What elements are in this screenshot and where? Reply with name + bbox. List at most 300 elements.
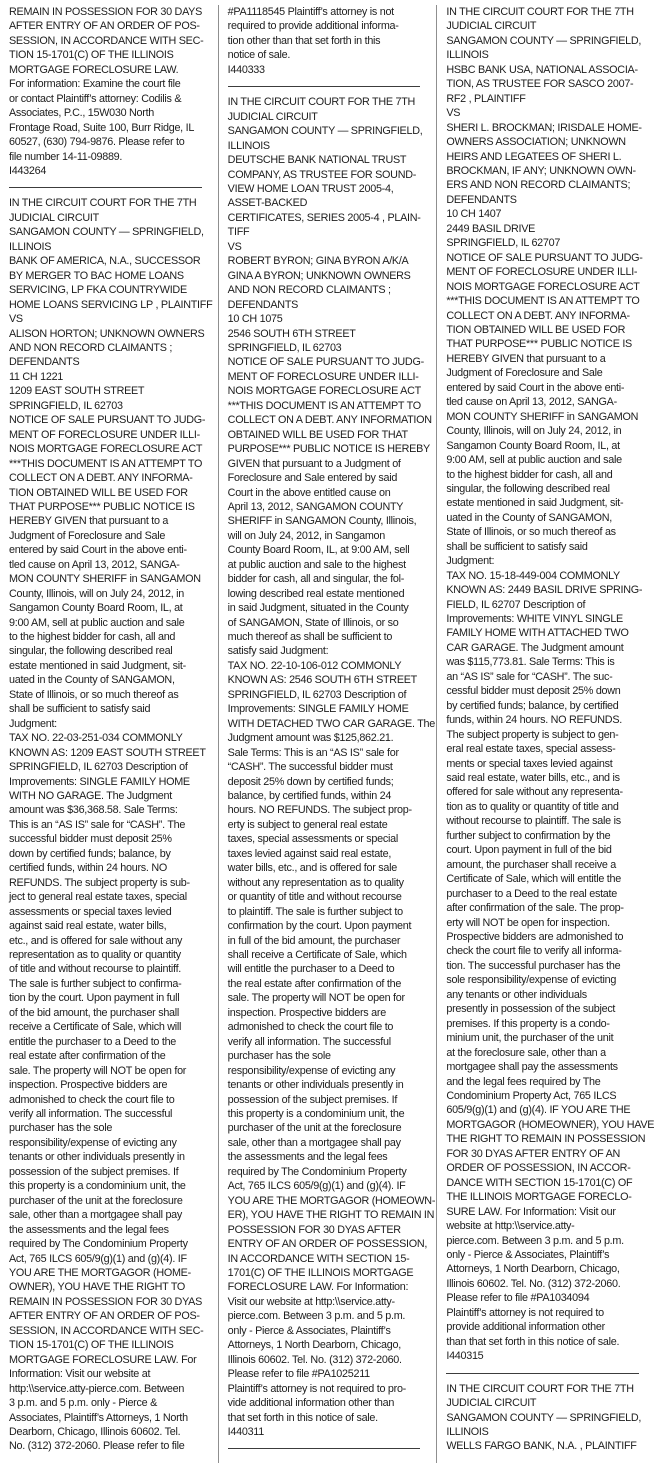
notice-line: Judgment of Foreclosure and Sale (446, 367, 603, 380)
notice-line: County, Illinois, will on July 24, 2012, in (9, 587, 185, 600)
notice-line: I440311 (227, 1425, 264, 1438)
notice-line: State of Illinois, or so much thereof as (9, 688, 179, 701)
notice-line: Illinois 60602. Tel. No. (312) 372-2060. (446, 1277, 621, 1290)
notice-line: sole responsibility/expense of evicting (446, 974, 617, 987)
notice-line: real estate after confirmation of the (9, 1050, 166, 1063)
notice-line: at the foreclosure sale, other than a (446, 1046, 606, 1059)
notice-line: THE RIGHT TO REMAIN IN POSSESSION (446, 1133, 646, 1146)
notice-line: ROBERT BYRON; GINA BYRON A/K/A (227, 255, 409, 268)
notice-line: Plaintiff’s attorney is not required to (446, 1306, 604, 1319)
notice-line: purchaser of the unit at the foreclosure (227, 1122, 402, 1135)
notice-line: TION OBTAINED WILL BE USED FOR (446, 323, 626, 336)
notice-line: responsibility/expense of evicting any (9, 1136, 177, 1149)
notice-line: SPRINGFIELD, IL 62707 (446, 237, 561, 250)
notice-line: Plaintiff’s attorney is not required to pro- (227, 1382, 406, 1395)
notice-line: pierce.com. Between 3 p.m. and 5 p.m. (446, 1234, 624, 1247)
notice-line: ILLINOIS (446, 49, 489, 62)
notice-line: Illinois 60602. Tel. No. (312) 372-2060. (227, 1353, 402, 1366)
notice-line: REMAIN IN POSSESSION FOR 30 DYAS (9, 1295, 203, 1308)
notice-line: http:\\service.atty-pierce.com. Between (9, 1382, 185, 1395)
notice-line: cessful bidder must deposit 25% down (446, 685, 621, 698)
notice-line: of SANGAMON, State of Illinois, or so (227, 616, 399, 629)
notice-line: file number 14-11-09889. (9, 150, 123, 163)
notice-line: FORECLOSURE LAW. For Information: (227, 1281, 409, 1294)
notice-line: SANGAMON COUNTY — SPRINGFIELD, (446, 34, 642, 47)
notice-line: IN THE CIRCUIT COURT FOR THE 7TH (227, 96, 416, 109)
notice-line: COLLECT ON A DEBT. ANY INFORMA- (9, 472, 193, 485)
notice-line: singular, the following described real (446, 482, 610, 495)
notice-line: much thereof as shall be sufficient to (227, 631, 393, 644)
notice-line: certified funds, within 24 hours. NO (9, 862, 167, 875)
notice-line: mortgagee shall pay the assessments (446, 1061, 618, 1074)
section-divider (228, 1448, 421, 1449)
notice-line: Judgment: (9, 717, 57, 730)
notice-line: was $115,773.81. Sale Terms: This is (446, 656, 615, 669)
column-2 (218, 5, 437, 1463)
notice-line: TION 15-1701(C) OF THE ILLINOIS (9, 49, 174, 62)
notice-line: bidder for cash, all and singular, the fol- (227, 573, 405, 586)
notice-line: of title and without recourse to plaintiff. (9, 963, 182, 976)
notice-line: HEIRS AND LEGATEES OF SHERI L. (446, 150, 622, 163)
notice-line: provide additional information other (446, 1321, 605, 1334)
notice-line: shall be sufficient to satisfy said (446, 540, 588, 553)
notice-line: AND NON RECORD CLAIMANTS ; (227, 284, 391, 297)
notice-line: Sangamon County Board Room, IL, at (446, 439, 620, 452)
notice-line: I440333 (227, 63, 265, 76)
notice-line: Judgment: (446, 555, 495, 568)
notice-line: will on July 24, 2012, in Sangamon (227, 529, 386, 542)
notice-line: representation as to quality or quantity (9, 949, 181, 961)
notice-line: ***THIS DOCUMENT IS AN ATTEMPT TO (227, 399, 421, 412)
notice-line: FOR 30 DYAS AFTER ENTRY OF AN (446, 1147, 621, 1160)
notice-line: Improvements: SINGLE FAMILY HOME (9, 775, 190, 788)
notice-line: this property is a condominium unit, the (227, 1107, 405, 1120)
notice-line: entered by said Court in the above enti- (446, 381, 625, 394)
notice-line: FAMILY HOME WITH ATTACHED TWO (446, 627, 629, 640)
notice-line: MORTGAGE FORECLOSURE LAW. (9, 63, 179, 76)
notice-line: possession of the subject premises. If (227, 1093, 398, 1106)
notice-line: to the highest bidder for cash, all and (446, 468, 613, 481)
notice-line: sale. The property will NOT be open for (227, 992, 405, 1005)
notice-line: tion as to quality or quantity of title and (446, 800, 619, 813)
notice-line: 9:00 AM, sell at public auction and sale (446, 454, 622, 467)
notice-line: DEFENDANTS (227, 298, 299, 311)
notice-line: Condominium Property Act, 765 ILCS (446, 1089, 617, 1102)
notice-line: purchaser has the sole (227, 1050, 331, 1063)
notice-line: April 13, 2012, SANGAMON COUNTY (227, 500, 404, 513)
notice-line: tled cause on April 13, 2012, SANGA- (9, 558, 180, 571)
notice-line: and the legal fees required by The (446, 1075, 601, 1088)
notice-line: DEFENDANTS (446, 193, 517, 206)
notice-line: further subject to confirmation by the (446, 829, 611, 842)
notice-line: REMAIN IN POSSESSION FOR 30 DAYS (9, 6, 203, 18)
notice-line: ***THIS DOCUMENT IS AN ATTEMPT TO (9, 457, 203, 470)
notice-line: State of Illinois, or so much thereof as (446, 526, 616, 539)
notice-line: “CASH”. The successful bidder must (227, 761, 393, 774)
notice-line: WELLS FARGO BANK, N.A. , PLAINTIFF (446, 1440, 637, 1453)
notice-line: TIFF (227, 226, 250, 239)
notice-line: will entitle the purchaser to a Deed to (227, 963, 395, 976)
notice-line: SANGAMON COUNTY — SPRINGFIELD, (446, 1411, 642, 1424)
notice-line: verify all information. The successful (9, 1107, 173, 1120)
notice-line: of the bid amount, the purchaser shall (9, 1006, 180, 1019)
notice-line: in said Judgment, situated in the County (227, 602, 409, 615)
notice-line: TAX NO. 15-18-449-004 COMMONLY (446, 569, 620, 582)
legal-notice-block (9, 196, 213, 1453)
notice-line: NOTICE OF SALE PURSUANT TO JUDG- (446, 251, 643, 264)
notice-line: verify all information. The successful (227, 1035, 391, 1048)
notice-line: NOIS MORTGAGE FORECLOSURE ACT (227, 385, 421, 398)
notice-line: 60527, (630) 794-9876. Please refer to (9, 136, 185, 149)
notice-line: tenants or other individuals presently in (9, 1151, 185, 1164)
notice-line: SESSION, IN ACCORDANCE WITH SEC- (9, 1324, 204, 1337)
notice-line: THAT PURPOSE*** PUBLIC NOTICE IS (446, 338, 632, 351)
notice-line: premises. If this property is a condo- (446, 1017, 610, 1030)
notice-line: TAX NO. 22-03-251-034 COMMONLY (9, 732, 183, 745)
notice-line: IN THE CIRCUIT COURT FOR THE 7TH (9, 197, 197, 210)
notice-line: Improvements: WHITE VINYL SINGLE (446, 613, 623, 626)
notice-line: tion. The successful purchaser has the (446, 959, 621, 972)
notice-line: purchaser to a Deed to the real estate (446, 887, 617, 900)
notice-line: an “AS IS” sale for “CASH”. The suc- (446, 670, 613, 683)
notice-line: ENTRY OF AN ORDER OF POSSESSION, (227, 1238, 428, 1251)
notice-line: offered for sale without any representa- (446, 786, 623, 799)
notice-line: CERTIFICATES, SERIES 2005-4 , PLAIN- (227, 211, 421, 224)
notice-line: ALISON HORTON; UNKNOWN OWNERS (9, 327, 205, 340)
notice-line: HOME LOANS SERVICING LP , PLAINTIFF (9, 298, 213, 311)
notice-line: SHERI L. BROCKMAN; IRISDALE HOME- (446, 121, 642, 134)
notice-line: AFTER ENTRY OF AN ORDER OF POS- (9, 20, 200, 33)
notice-line: sale. The property will NOT be open for (9, 1064, 187, 1077)
column-1 (0, 5, 218, 1463)
notice-line: ASSET-BACKED (227, 197, 308, 210)
notice-line: AND NON RECORD CLAIMANTS ; (9, 341, 173, 354)
notice-line: THE ILLINOIS MORTGAGE FORECLO- (446, 1191, 632, 1204)
notice-line: YOU ARE THE MORTGAGOR (HOMEOWN- (227, 1194, 436, 1207)
section-divider (9, 187, 202, 188)
notice-line: or contact Plaintiff’s attorney: Codilis & (9, 92, 182, 105)
notice-line: any tenants or other individuals (446, 988, 587, 1001)
notice-line: NOIS MORTGAGE FORECLOSURE ACT (9, 443, 203, 456)
notice-line: presently in possession of the subject (446, 1003, 616, 1016)
notice-line: KNOWN AS: 1209 EAST SOUTH STREET (9, 746, 206, 759)
notice-line: TION 15-1701(C) OF THE ILLINOIS (9, 1339, 174, 1352)
notice-line: ILLINOIS (227, 139, 270, 152)
legal-notice-block (228, 5, 429, 77)
notice-line: The sale is further subject to confirma- (9, 977, 182, 990)
notice-line: eral real estate taxes, special assess- (446, 743, 616, 756)
notice-line: estate mentioned in said Judgment, sit- (446, 497, 624, 510)
notice-line: MON COUNTY SHERIFF in SANGAMON (446, 410, 639, 423)
notice-line: estate mentioned in said Judgment, sit- (9, 659, 186, 672)
notice-line: SURE LAW. For Information: Visit our (446, 1205, 616, 1218)
notice-line: For information: Examine the court file (9, 78, 181, 91)
notice-line: ILLINOIS (9, 240, 52, 253)
notice-line: 3 p.m. and 5 p.m. only - Pierce & (9, 1397, 157, 1410)
notice-line: balance, by certified funds, within 24 (227, 790, 392, 803)
notice-line: MON COUNTY SHERIFF in SANGAMON (9, 573, 201, 586)
notice-line: NOTICE OF SALE PURSUANT TO JUDG- (227, 356, 424, 369)
notice-line: required by The Condominium Property (227, 1165, 407, 1178)
notice-line: 605/9(g)(1) and (g)(4). IF YOU ARE THE (446, 1104, 631, 1117)
notice-line: HSBC BANK USA, NATIONAL ASSOCIA- (446, 63, 638, 76)
notice-line: The subject property is subject to gen- (446, 728, 619, 741)
notice-line: shall receive a Certificate of Sale, which (227, 949, 407, 961)
section-divider (446, 1373, 639, 1374)
notice-line: 2449 BASIL DRIVE (446, 222, 536, 235)
legal-notice-block (446, 1382, 647, 1454)
notice-line: vide additional information other than (227, 1397, 395, 1410)
notice-line: VS (446, 107, 461, 120)
notice-line: Attorneys, 1 North Dearborn, Chicago, (227, 1339, 401, 1352)
notice-line: FIELD, IL 62707 Description of (446, 598, 586, 611)
notice-line: #PA1118545 Plaintiff’s attorney is not (227, 6, 394, 18)
notice-line: by certified funds; balance, by certified (446, 699, 619, 712)
notice-line: Frontage Road, Suite 100, Burr Ridge, IL (9, 121, 195, 134)
notice-line: RF2 , PLAINTIFF (446, 92, 526, 105)
notice-line: KNOWN AS: 2449 BASIL DRIVE SPRING- (446, 584, 643, 597)
notice-line: that set forth in this notice of sale. (227, 1411, 378, 1424)
notice-line: inspection. Prospective bidders are (227, 1006, 386, 1019)
notice-line: Judgment amount was $125,862.21. (227, 732, 394, 745)
notice-line: SPRINGFIELD, IL 62703 (9, 399, 123, 412)
notice-line: I443264 (9, 164, 47, 177)
notice-line: confirmation by the court. Upon payment (227, 920, 412, 933)
notice-line: to plaintiff. The sale is further subject to (227, 905, 403, 918)
notice-line: OBTAINED WILL BE USED FOR THAT (227, 428, 408, 441)
notice-line: sale, other than a mortgagee shall pay (227, 1136, 401, 1149)
notice-line: NOTICE OF SALE PURSUANT TO JUDG- (9, 414, 206, 427)
notice-line: DANCE WITH SECTION 15-1701(C) OF (446, 1176, 633, 1189)
column-3 (436, 5, 655, 1463)
notice-line: admonished to check the court file to (227, 1021, 394, 1034)
notice-line: SERVICING, LP FKA COUNTRYWIDE (9, 284, 187, 297)
notice-line: erty is subject to general real estate (227, 818, 388, 831)
notice-line: County Board Room, IL, at 9:00 AM, sell (227, 544, 410, 557)
notice-line: at public auction and sale to the highest (227, 558, 406, 571)
notice-line: than that set forth in this notice of sale. (446, 1335, 620, 1348)
notice-line: without recourse to plaintiff. The sale is (446, 815, 621, 828)
notice-line: hours. NO REFUNDS. The subject prop- (227, 804, 412, 817)
notice-line: this property is a condominium unit, the (9, 1180, 186, 1193)
notice-line: BANK OF AMERICA, N.A., SUCCESSOR (9, 255, 201, 268)
notice-line: Improvements: SINGLE FAMILY HOME (227, 703, 409, 716)
notice-line: Certificate of Sale, which will entitle the (446, 873, 621, 886)
notice-line: SPRINGFIELD, IL 62703 Description of (9, 761, 188, 774)
notice-line: Sale Terms: This is an “AS IS” sale for (227, 746, 399, 759)
notice-line: Prospective bidders are admonished to (446, 931, 624, 943)
legal-notice-block (227, 95, 436, 1439)
section-divider (228, 86, 421, 87)
notice-line: pierce.com. Between 3 p.m. and 5 p.m. (227, 1310, 406, 1323)
notice-line: after confirmation of the sale. The prop- (446, 902, 624, 915)
notice-line: MENT OF FORECLOSURE UNDER ILLI- (227, 370, 419, 383)
notice-line: check the court file to verify all informa- (446, 945, 622, 958)
notice-line: I440315 (446, 1350, 484, 1363)
legal-notice-block (9, 5, 210, 178)
notice-line: lowing described real estate mentioned (227, 587, 405, 600)
notice-line: ER), YOU HAVE THE RIGHT TO REMAIN IN (227, 1209, 435, 1222)
notice-line: entitle the purchaser to a Deed to the (9, 1035, 177, 1048)
notice-line: possession of the subject premises. If (9, 1165, 179, 1178)
notice-line: water bills, etc., and is offered for sale (227, 862, 397, 875)
notice-line: No. (312) 372-2060. Please refer to file (9, 1440, 185, 1453)
notice-line: only - Pierce & Associates, Plaintiff’s (446, 1248, 610, 1261)
notice-line: required to provide additional informa- (227, 20, 399, 33)
notice-line: 10 CH 1407 (446, 208, 502, 221)
notice-line: Act, 765 ILCS 605/9(g)(1) and (g)(4). IF (9, 1252, 187, 1265)
notice-line: said real estate, water bills, etc., and is (446, 772, 620, 785)
notice-line: notice of sale. (227, 49, 291, 62)
notice-line: sale, other than a mortgagee shall pay (9, 1209, 183, 1222)
notice-line: Visit our website at http:\\service.atty- (227, 1295, 395, 1308)
notice-line: Act, 765 ILCS 605/9(g)(1) and (g)(4). IF (227, 1180, 406, 1193)
notice-line: satisfy said Judgment: (227, 645, 329, 658)
notice-line: amount, the purchaser shall receive a (446, 858, 617, 871)
notice-line: to the highest bidder for cash, all and (9, 631, 176, 644)
legal-notice-block (446, 5, 655, 1364)
notice-line: This is an “AS IS” sale for “CASH”. The (9, 818, 186, 831)
notice-line: tled cause on April 13, 2012, SANGA- (446, 396, 617, 409)
notice-line: DEFENDANTS (9, 356, 80, 369)
notice-line: uated in the County of SANGAMON, (9, 674, 175, 687)
notice-line: BROCKMAN, IF ANY; UNKNOWN OWN- (446, 164, 636, 177)
notice-line: singular, the following described real (9, 645, 173, 658)
notice-line: Judgment of Foreclosure and Sale (9, 529, 166, 542)
notice-line: SESSION, IN ACCORDANCE WITH SEC- (9, 34, 204, 47)
notice-line: CAR GARAGE. The Judgment amount (446, 641, 624, 654)
notice-line: THAT PURPOSE*** PUBLIC NOTICE IS (9, 500, 195, 513)
notice-line: tion by the court. Upon payment in full (9, 992, 180, 1005)
notice-line: ERS AND NON RECORD CLAIMANTS; (446, 179, 631, 192)
notice-line: ILLINOIS (446, 1425, 489, 1438)
notice-line: minium unit, the purchaser of the unit (446, 1032, 614, 1045)
notice-line: 1701(C) OF THE ILLINOIS MORTGAGE (227, 1266, 414, 1279)
notice-line: PURPOSE*** PUBLIC NOTICE IS HEREBY (227, 443, 430, 456)
notice-line: DEUTSCHE BANK NATIONAL TRUST (227, 154, 407, 167)
notice-line: BY MERGER TO BAC HOME LOANS (9, 269, 184, 282)
notice-line: WITH NO GARAGE. The Judgment (9, 790, 172, 803)
notice-line: NOIS MORTGAGE FORECLOSURE ACT (446, 280, 640, 293)
notice-line: TION, AS TRUSTEE FOR SASCO 2007- (446, 78, 634, 91)
notice-line: Information: Visit our website at (9, 1368, 151, 1381)
notice-line: VS (227, 240, 242, 253)
notice-line: Associates, Plaintiff’s Attorneys, 1 North (9, 1411, 188, 1424)
notice-line: admonished to check the court file to (9, 1093, 175, 1106)
notice-line: Associates, P.C., 15W030 North (9, 107, 155, 120)
notice-line: COMPANY, AS TRUSTEE FOR SOUND- (227, 168, 417, 181)
notice-line: MENT OF FORECLOSURE UNDER ILLI- (9, 428, 200, 441)
notice-line: inspection. Prospective bidders are (9, 1079, 168, 1092)
notice-line: JUDICIAL CIRCUIT (9, 211, 99, 224)
notice-line: JUDICIAL CIRCUIT (446, 1397, 537, 1410)
notice-line: OWNERS ASSOCIATION; UNKNOWN (446, 136, 626, 149)
notice-line: Foreclosure and Sale entered by said (227, 472, 398, 485)
notice-line: responsibility/expense of evicting any (227, 1064, 396, 1077)
notice-line: the real estate after confirmation of the (227, 977, 402, 990)
notice-line: etc., and is offered for sale without any (9, 934, 183, 947)
notice-line: the assessments and the legal fees (9, 1223, 169, 1236)
notice-line: tenants or other individuals presently in (227, 1079, 404, 1092)
notice-line: VS (9, 313, 23, 326)
notice-line: uated in the County of SANGAMON, (446, 511, 613, 524)
notice-line: Sangamon County Board Room, IL, at (9, 602, 183, 615)
notice-line: erty will NOT be open for inspection. (446, 916, 610, 929)
notice-line: TAX NO. 22-10-106-012 COMMONLY (227, 659, 402, 672)
notice-line: SANGAMON COUNTY — SPRINGFIELD, (9, 226, 204, 239)
notice-line: HEREBY GIVEN that pursuant to a (446, 352, 606, 365)
notice-line: IN THE CIRCUIT COURT FOR THE 7TH (446, 6, 634, 18)
notice-line: ORDER OF POSSESSION, IN ACCOR- (446, 1162, 631, 1175)
notice-line: 1209 EAST SOUTH STREET (9, 385, 145, 398)
notice-line: ject to general real estate taxes, special (9, 891, 187, 904)
notice-line: website at http:\\service.atty- (446, 1220, 575, 1233)
notice-line: County, Illinois, will on July 24, 2012, in (446, 425, 622, 438)
notice-line: shall be sufficient to satisfy said (9, 703, 151, 716)
notice-line: court. Upon payment in full of the bid (446, 844, 612, 857)
notice-line: GINA A BYRON; UNKNOWN OWNERS (227, 269, 411, 282)
notice-line: 10 CH 1075 (227, 313, 283, 326)
notice-line: without any representation as to quality (227, 876, 404, 889)
notice-line: COLLECT ON A DEBT. ANY INFORMATION (227, 414, 432, 427)
notice-line: down by certified funds; balance, by (9, 847, 171, 860)
notice-line: Attorneys, 1 North Dearborn, Chicago, (446, 1263, 620, 1276)
notice-line: Dearborn, Chicago, Illinois 60602. Tel. (9, 1425, 181, 1438)
notice-line: MORTGAGOR (HOMEOWNER), YOU HAVE (446, 1118, 655, 1131)
notice-line: IN ACCORDANCE WITH SECTION 15- (227, 1252, 410, 1265)
notice-line: 11 CH 1221 (9, 370, 64, 383)
notice-line: ments or special taxes levied against (446, 757, 613, 770)
notice-line: GIVEN that pursuant to a Judgment of (227, 457, 401, 470)
notice-line: successful bidder must deposit 25% (9, 833, 172, 846)
notice-line: in full of the bid amount, the purchaser (227, 934, 401, 947)
notice-line: 9:00 AM, sell at public auction and sale (9, 616, 185, 629)
notice-line: Court in the above entitled cause on (227, 486, 391, 499)
notice-line: IN THE CIRCUIT COURT FOR THE 7TH (446, 1382, 634, 1395)
notice-line: WITH DETACHED TWO CAR GARAGE. The (227, 717, 435, 730)
notice-line: KNOWN AS: 2546 SOUTH 6TH STREET (227, 674, 417, 687)
notice-line: POSSESSION FOR 30 DYAS AFTER (227, 1223, 401, 1236)
notice-line: JUDICIAL CIRCUIT (227, 110, 318, 123)
notice-line: taxes levied against said real estate, (227, 847, 392, 860)
notice-line: assessments or special taxes levied (9, 905, 172, 918)
notice-line: MORTGAGE FORECLOSURE LAW. For (9, 1353, 197, 1366)
notice-line: SPRINGFIELD, IL 62703 Description of (227, 688, 407, 701)
notice-line: or quantity of title and without recourse (227, 891, 402, 904)
notice-line: purchaser has the sole (9, 1122, 113, 1135)
notice-line: OWNER), YOU HAVE THE RIGHT TO (9, 1281, 186, 1294)
notice-line: MENT OF FORECLOSURE UNDER ILLI- (446, 266, 638, 279)
notice-line: REFUNDS. The subject property is sub- (9, 876, 190, 889)
notice-line: entered by said Court in the above enti- (9, 544, 187, 557)
notice-line: SHERIFF in SANGAMON County, Illinois, (227, 515, 417, 528)
notice-line: the assessments and the legal fees (227, 1151, 388, 1164)
notice-line: SANGAMON COUNTY — SPRINGFIELD, (227, 125, 423, 138)
notice-line: COLLECT ON A DEBT. ANY INFORMA- (446, 309, 630, 322)
notice-line: against said real estate, water bills, (9, 920, 167, 933)
notice-line: Please refer to file #PA1034094 (446, 1292, 590, 1305)
notice-line: AFTER ENTRY OF AN ORDER OF POS- (9, 1310, 200, 1323)
notice-line: YOU ARE THE MORTGAGOR (HOME- (9, 1266, 191, 1279)
notice-line: HEREBY GIVEN that pursuant to a (9, 515, 169, 528)
notice-line: ***THIS DOCUMENT IS AN ATTEMPT TO (446, 295, 640, 308)
notice-line: funds, within 24 hours. NO REFUNDS. (446, 714, 622, 727)
notice-line: required by The Condominium Property (9, 1238, 188, 1251)
notice-line: only - Pierce & Associates, Plaintiff’s (227, 1324, 391, 1337)
notice-line: 2546 SOUTH 6TH STREET (227, 327, 356, 340)
notice-line: receive a Certificate of Sale, which will (9, 1021, 182, 1034)
notice-line: SPRINGFIELD, IL 62703 (227, 341, 342, 354)
